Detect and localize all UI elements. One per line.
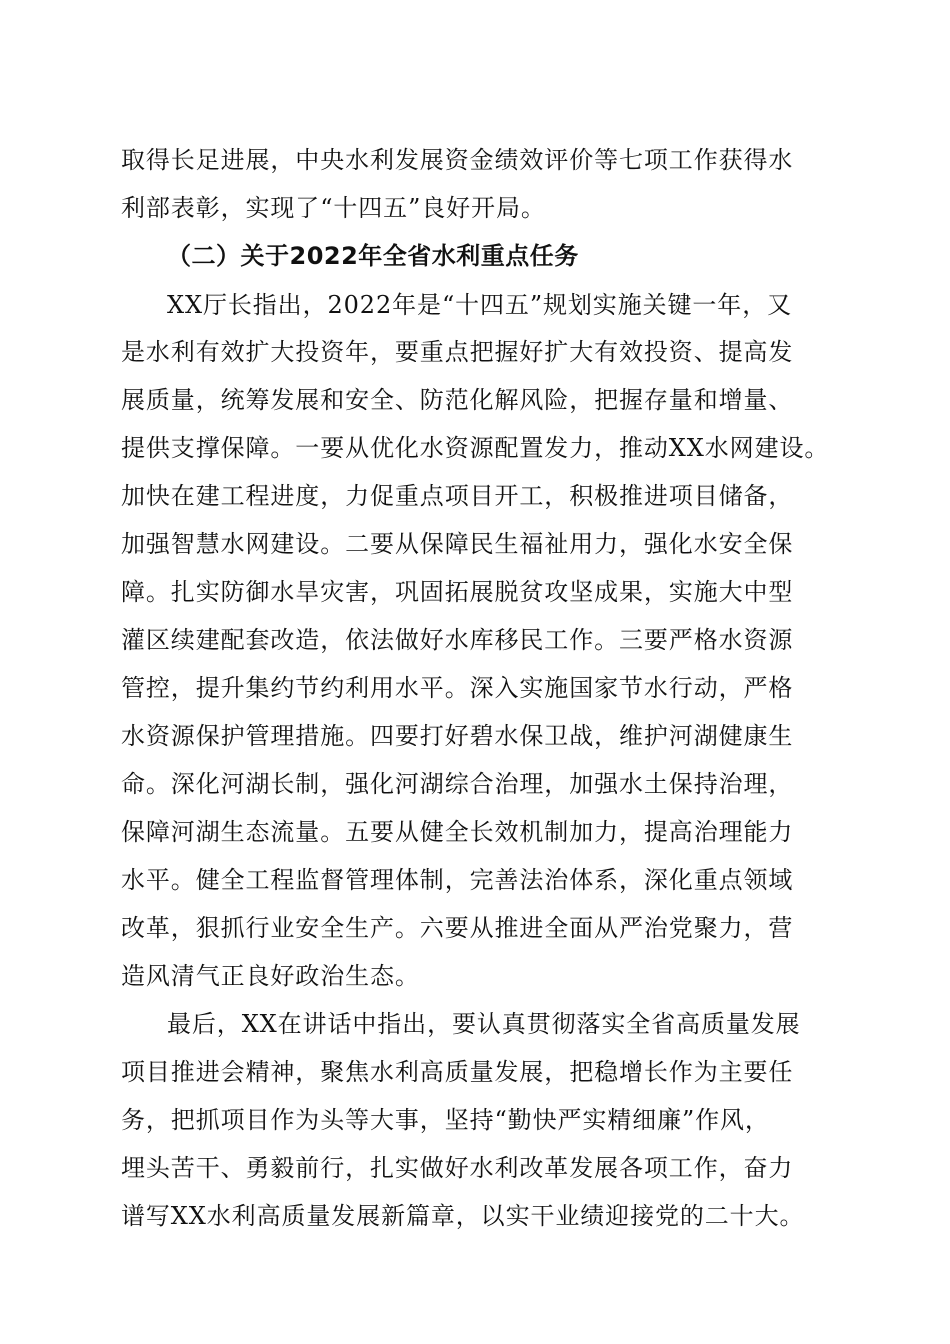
paragraph-line: 务，把抓项目作为头等大事，坚持“勤快严实精细廉”作风， bbox=[121, 1106, 770, 1134]
paragraph-line: 项目推进会精神，聚焦水利高质量发展，把稳增长作为主要任 bbox=[121, 1058, 794, 1086]
paragraph-line: 最后，XX在讲话中指出，要认真贯彻落实全省高质量发展 bbox=[167, 1010, 801, 1038]
paragraph-line: 造风清气正良好政治生态。 bbox=[121, 962, 420, 990]
paragraph-line: 加强智慧水网建设。二要从保障民生福祉用力，强化水安全保 bbox=[121, 530, 794, 558]
paragraph-line: 命。深化河湖长制，强化河湖综合治理，加强水土保持治理， bbox=[121, 770, 794, 798]
paragraph-line: 管控，提升集约节约利用水平。深入实施国家节水行动，严格 bbox=[121, 674, 794, 702]
paragraph-line: 利部表彰，实现了“十四五”良好开局。 bbox=[121, 194, 546, 222]
paragraph-line: 水平。健全工程监督管理体制，完善法治体系，深化重点领域 bbox=[121, 866, 794, 894]
paragraph-line: 改革，狠抓行业安全生产。六要从推进全面从严治党聚力，营 bbox=[121, 914, 794, 942]
paragraph-line: 加快在建工程进度，力促重点项目开工，积极推进项目储备， bbox=[121, 482, 794, 510]
paragraph-line: 提供支撑保障。一要从优化水资源配置发力，推动XX水网建设。 bbox=[121, 434, 830, 462]
paragraph-line: 保障河湖生态流量。五要从健全长效机制加力，提高治理能力 bbox=[121, 818, 794, 846]
paragraph-line: 谱写XX水利高质量发展新篇章，以实干业绩迎接党的二十大。 bbox=[121, 1202, 805, 1230]
paragraph-line: 障。扎实防御水旱灾害，巩固拓展脱贫攻坚成果，实施大中型 bbox=[121, 578, 794, 606]
paragraph-line: 灌区续建配套改造，依法做好水库移民工作。三要严格水资源 bbox=[121, 626, 794, 654]
section-heading: （二）关于2022年全省水利重点任务 bbox=[167, 242, 579, 270]
paragraph-line: XX厅长指出，2022年是“十四五”规划实施关键一年，又 bbox=[167, 291, 792, 319]
paragraph-line: 水资源保护管理措施。四要打好碧水保卫战，维护河湖健康生 bbox=[121, 722, 794, 750]
paragraph-line: 展质量，统筹发展和安全、防范化解风险，把握存量和增量、 bbox=[121, 386, 794, 414]
paragraph-line: 埋头苦干、勇毅前行，扎实做好水利改革发展各项工作，奋力 bbox=[121, 1154, 794, 1182]
paragraph-line: 取得长足进展，中央水利发展资金绩效评价等七项工作获得水 bbox=[121, 146, 794, 174]
paragraph-line: 是水利有效扩大投资年，要重点把握好扩大有效投资、提高发 bbox=[121, 338, 794, 366]
